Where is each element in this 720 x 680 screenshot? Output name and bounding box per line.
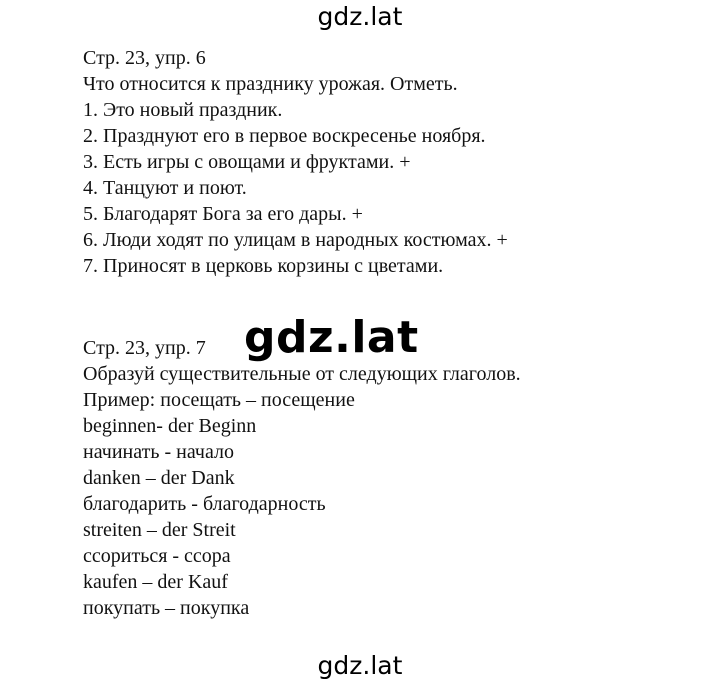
exercise-6-item: 2. Празднуют его в первое воскресенье ноября.: [83, 125, 486, 147]
exercise-6: [83, 45, 508, 279]
exercise-7-line: начинать - начало: [83, 441, 234, 463]
exercise-6-item: 4. Танцуют и поют.: [83, 177, 247, 199]
exercise-7-header: Стр. 23, упр. 7: [83, 337, 206, 359]
exercise-6-item: 6. Люди ходят по улицам в народных костюмах. +: [83, 229, 508, 251]
exercise-6-item: 1. Это новый праздник.: [83, 99, 283, 121]
exercise-6-item: 3. Есть игры с овощами и фруктами. +: [83, 151, 411, 173]
exercise-7-line: beginnen- der Beginn: [83, 415, 257, 437]
exercise-7-line: благодарить - благодарность: [83, 493, 326, 515]
exercise-7-line: kaufen – der Kauf: [83, 571, 228, 593]
exercise-6-prompt: Что относится к празднику урожая. Отметь.: [83, 73, 458, 95]
exercise-7-line: danken – der Dank: [83, 467, 235, 489]
watermark-middle: gdz.lat: [244, 312, 419, 363]
exercise-7-line: ссориться - ссора: [83, 545, 231, 567]
exercise-7-prompt: Образуй существительные от следующих глаголов.: [83, 363, 521, 385]
exercise-7-line: Пример: посещать – посещение: [83, 389, 355, 411]
watermark-top: gdz.lat: [317, 2, 403, 31]
exercise-6-header: Стр. 23, упр. 6: [83, 47, 206, 69]
exercise-6-item: 7. Приносят в церковь корзины с цветами.: [83, 255, 444, 277]
watermark-bottom: gdz.lat: [317, 651, 403, 680]
exercise-7: [83, 335, 521, 621]
exercise-7-line: streiten – der Streit: [83, 519, 236, 541]
exercise-6-item: 5. Благодарят Бога за его дары. +: [83, 203, 363, 225]
exercise-7-line: покупать – покупка: [83, 597, 250, 619]
